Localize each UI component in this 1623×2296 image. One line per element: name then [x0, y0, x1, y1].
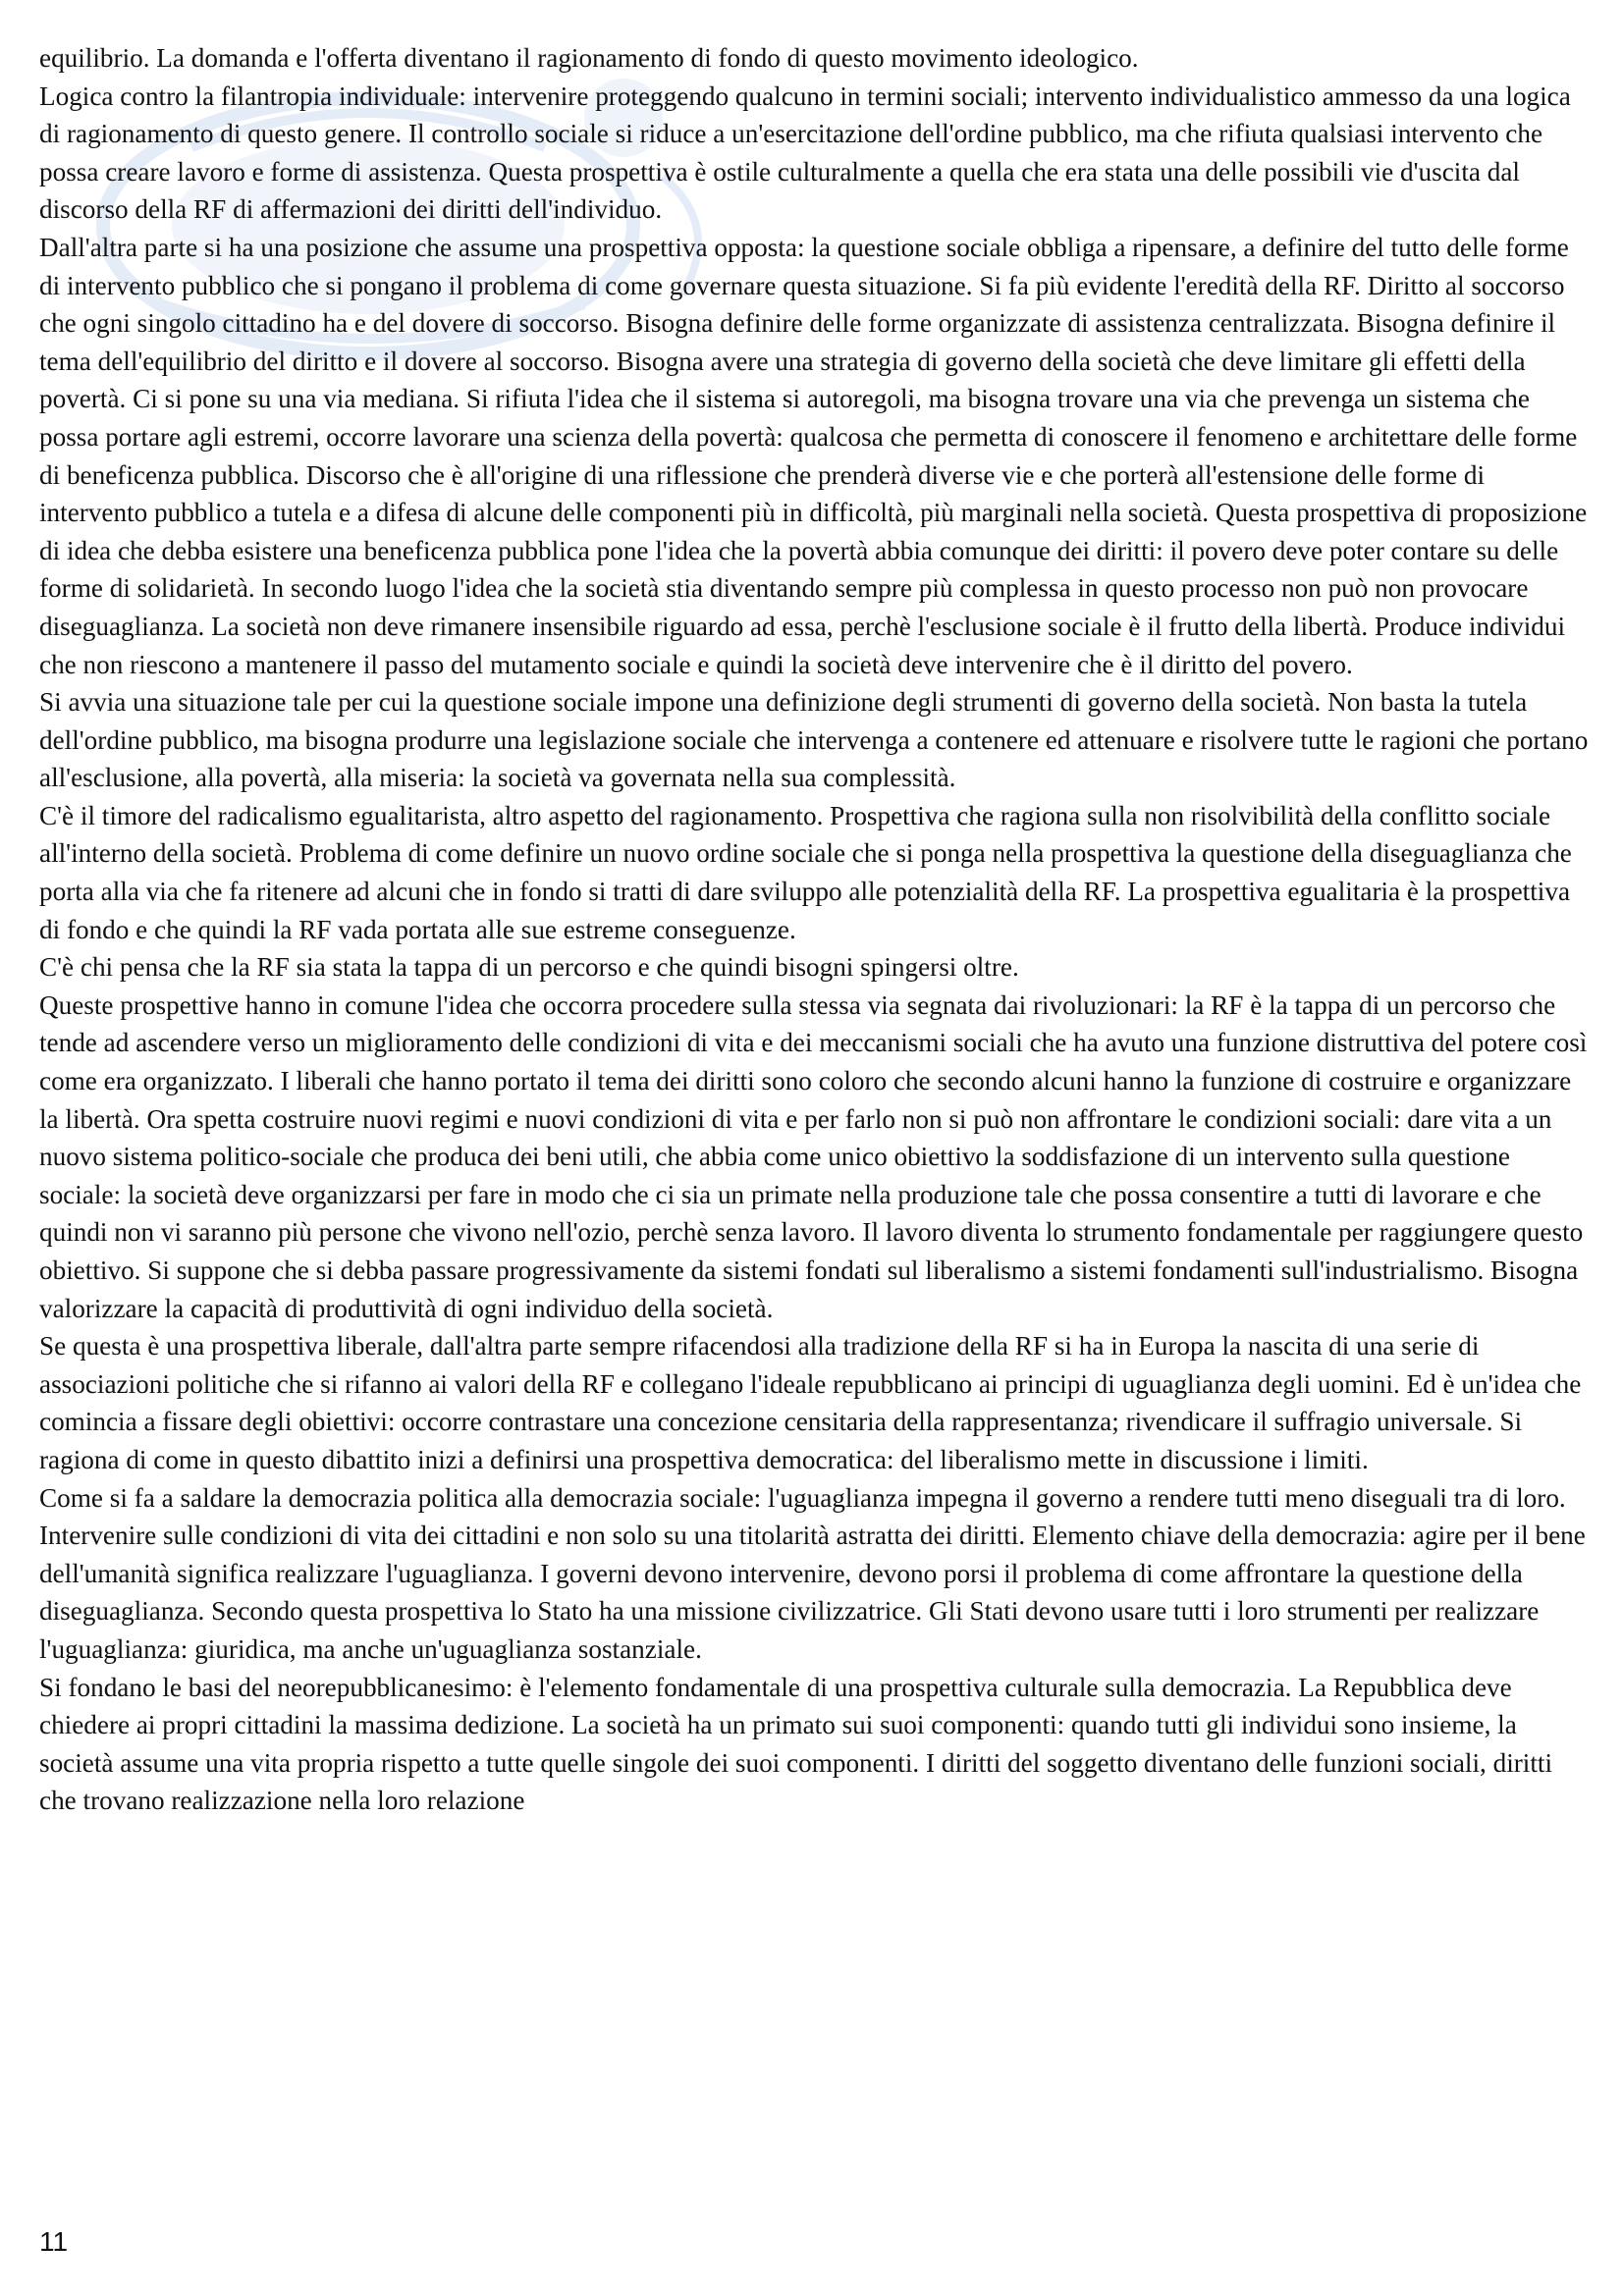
- paragraph-4: Si avvia una situazione tale per cui la questione sociale impone una definizione degli strumenti di governo della società. Non basta la tutela dell'ordine pubblico, ma bisogna produrre una legislazione sociale che intervenga a contenere ed attenuare e risolvere tutte le ragioni che portano all'esclusione, alla povertà, alla miseria: la società va governata nella sua complessità.: [39, 687, 1589, 793]
- page-number: 11: [39, 2226, 69, 2257]
- paragraph-3: Dall'altra parte si ha una posizione che assume una prospettiva opposta: la questione sociale obbliga a ripensare, a definire del tutto delle forme di intervento pubblico che si pongano il problema di come governare questa situazione. Si fa più evidente l'eredità della RF. Diritto al soccorso che ogni singolo cittadino ha e del dovere di soccorso. Bisogna definire delle forme organizzate di assistenza centralizzata. Bisogna definire il tema dell'equilibrio del diritto e il dovere al soccorso. Bisogna avere una strategia di governo della società che deve limitare gli effetti della povertà. Ci si pone su una via mediana. Si rifiuta l'idea che il sistema si autoregoli, ma bisogna trovare una via che prevenga un sistema che possa portare agli estremi, occorre lavorare una scienza della povertà: qualcosa che permetta di conoscere il fenomeno e architettare delle forme di beneficenza pubblica. Discorso che è all'origine di una riflessione che prenderà diverse vie e che porterà all'estensione delle forme di intervento pubblico a tutela e a difesa di alcune delle componenti più in difficoltà, più marginali nella società. Questa prospettiva di proposizione di idea che debba esistere una beneficenza pubblica pone l'idea che la povertà abbia comunque dei diritti: il povero deve poter contare su delle forme di solidarietà. In secondo luogo l'idea che la società stia diventando sempre più complessa in questo processo non può non provocare diseguaglianza. La società non deve rimanere insensibile riguardo ad essa, perchè l'esclusione sociale è il frutto della libertà. Produce individui che non riescono a mantenere il passo del mutamento sociale e quindi la società deve intervenire che è il diritto del povero.: [39, 232, 1588, 679]
- paragraph-9: Come si fa a saldare la democrazia politica alla democrazia sociale: l'uguaglianza impegna il governo a rendere tutti meno diseguali tra di loro. Intervenire sulle condizioni di vita dei cittadini e non solo su una titolarità astratta dei diritti. Elemento chiave della democrazia: agire per il bene dell'umanità significa realizzare l'uguaglianza. I governi devono intervenire, devono porsi il problema di come affrontare la questione della diseguaglianza. Secondo questa prospettiva lo Stato ha una missione civilizzatrice. Gli Stati devono usare tutti i loro strumenti per realizzare l'uguaglianza: giuridica, ma anche un'uguaglianza sostanziale.: [39, 1482, 1586, 1664]
- paragraph-2: Logica contro la filantropia individuale: intervenire proteggendo qualcuno in termini sociali; intervento individualistico ammesso da una logica di ragionamento di questo genere. Il controllo sociale si riduce a un'esercitazione dell'ordine pubblico, ma che rifiuta qualsiasi intervento che possa creare lavoro e forme di assistenza. Questa prospettiva è ostile culturalmente a quella che era stata una delle possibili vie d'uscita dal discorso della RF di affermazioni dei diritti dell'individuo.: [39, 80, 1571, 225]
- paragraph-10: Si fondano le basi del neorepubblicanesimo: è l'elemento fondamentale di una prospettiva culturale sulla democrazia. La Repubblica deve chiedere ai propri cittadini la massima dedizione. La società ha un primato sui suoi componenti: quando tutti gli individui sono insieme, la società assume una vita propria rispetto a tutte quelle singole dei suoi componenti. I diritti del soggetto diventano delle funzioni sociali, diritti che trovano realizzazione nella loro relazione: [39, 1672, 1553, 1816]
- paragraph-1: equilibrio. La domanda e l'offerta diventano il ragionamento di fondo di questo movimento ideologico.: [39, 43, 1139, 73]
- paragraph-8: Se questa è una prospettiva liberale, dall'altra parte sempre rifacendosi alla tradizione della RF si ha in Europa la nascita di una serie di associazioni politiche che si rifanno ai valori della RF e collegano l'ideale repubblicano ai principi di uguaglianza degli uomini. Ed è un'idea che comincia a fissare degli obiettivi: occorre contrastare una concezione censitaria della rappresentanza; rivendicare il suffragio universale. Si ragiona di come in questo dibattito inizi a definirsi una prospettiva democratica: del liberalismo mette in discussione i limiti.: [39, 1331, 1582, 1474]
- paragraph-7: Queste prospettive hanno in comune l'idea che occorra procedere sulla stessa via segnata dai rivoluzionari: la RF è la tappa di un percorso che tende ad ascendere verso un miglioramento delle condizioni di vita e dei meccanismi sociali che ha avuto una funzione distruttiva del potere così come era organizzato. I liberali che hanno portato il tema dei diritti sono coloro che secondo alcuni hanno la funzione di costruire e organizzare la libertà. Ora spetta costruire nuovi regimi e nuovi condizioni di vita e per farlo non si può non affrontare le condizioni sociali: dare vita a un nuovo sistema politico-sociale che produca dei beni utili, che abbia come unico obiettivo la soddisfazione di un intervento sulla questione sociale: la società deve organizzarsi per fare in modo che ci sia un primate nella produzione tale che possa consentire a tutti di lavorare e che quindi non vi saranno più persone che vivono nell'ozio, perchè senza lavoro. Il lavoro diventa lo strumento fondamentale per raggiungere questo obiettivo. Si suppone che si debba passare progressivamente da sistemi fondati sul liberalismo a sistemi fondamenti sull'industrialismo. Bisogna valorizzare la capacità di produttività di ogni individuo della società.: [39, 989, 1588, 1323]
- paragraph-5: C'è il timore del radicalismo egualitarista, altro aspetto del ragionamento. Prospettiva che ragiona sulla non risolvibilità della conflitto sociale all'interno della società. Problema di come definire un nuovo ordine sociale che si ponga nella prospettiva la questione della diseguaglianza che porta alla via che fa ritenere ad alcuni che in fondo si tratti di dare sviluppo alle potenzialità della RF. La prospettiva egualitaria è la prospettiva di fondo e che quindi la RF vada portata alle sue estreme conseguenze.: [39, 800, 1572, 944]
- paragraph-6: C'è chi pensa che la RF sia stata la tappa di un percorso e che quindi bisogni spingersi oltre.: [39, 952, 1019, 983]
- document-body: [39, 39, 1591, 1820]
